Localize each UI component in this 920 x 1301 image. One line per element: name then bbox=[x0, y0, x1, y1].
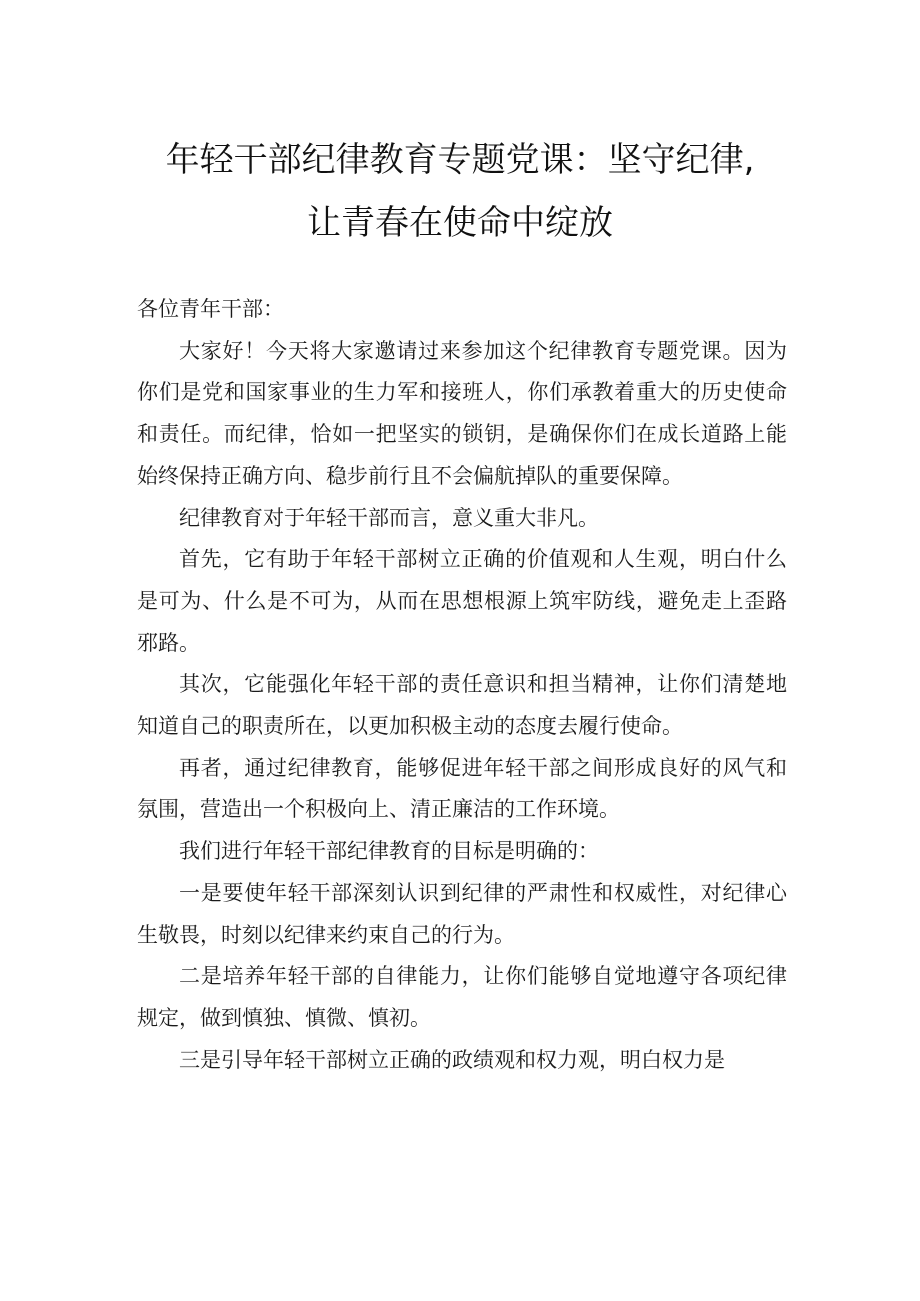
paragraph-greeting: 大家好！今天将大家邀请过来参加这个纪律教育专题党课。因为你们是党和国家事业的生力军和接班人，你们承教着重大的历史使命和责任。而纪律，恰如一把坚实的锁钥，是确保你们在成长道路上能始终保持正确方向、稳步前行且不会偏航掉队的重要保障。 bbox=[137, 338, 787, 488]
paragraph-third: 再者，通过纪律教育，能够促进年轻干部之间形成良好的风气和氛围，营造出一个积极向上、清正廉洁的工作环境。 bbox=[137, 755, 787, 822]
document-title-line-2: 让青春在使命中绽放 bbox=[307, 203, 613, 243]
document-title-line-1: 年轻干部纪律教育专题党课：坚守纪律, bbox=[165, 140, 755, 180]
paragraph-goal-one: 一是要使年轻干部深刻认识到纪律的严肃性和权威性，对纪律心生敬畏，时刻以纪律来约束自己的行为。 bbox=[137, 880, 787, 947]
document-body bbox=[137, 289, 787, 1081]
paragraph-significance: 纪律教育对于年轻干部而言，意义重大非凡。 bbox=[179, 505, 599, 530]
paragraph-goal-three: 三是引导年轻干部树立正确的政绩观和权力观，明白权力是 bbox=[179, 1047, 725, 1072]
salutation: 各位青年干部： bbox=[137, 297, 284, 321]
paragraph-first: 首先，它有助于年轻干部树立正确的价值观和人生观，明白什么是可为、什么是不可为，从而在思想根源上筑牢防线，避免走上歪路邪路。 bbox=[137, 547, 787, 655]
paragraph-goal-two: 二是培养年轻干部的自律能力，让你们能够自觉地遵守各项纪律规定，做到慎独、慎微、慎初。 bbox=[137, 964, 787, 1030]
paragraph-goals-intro: 我们进行年轻干部纪律教育的目标是明确的： bbox=[179, 839, 599, 864]
paragraph-second: 其次，它能强化年轻干部的责任意识和担当精神，让你们清楚地知道自己的职责所在，以更加积极主动的态度去履行使命。 bbox=[137, 672, 787, 739]
